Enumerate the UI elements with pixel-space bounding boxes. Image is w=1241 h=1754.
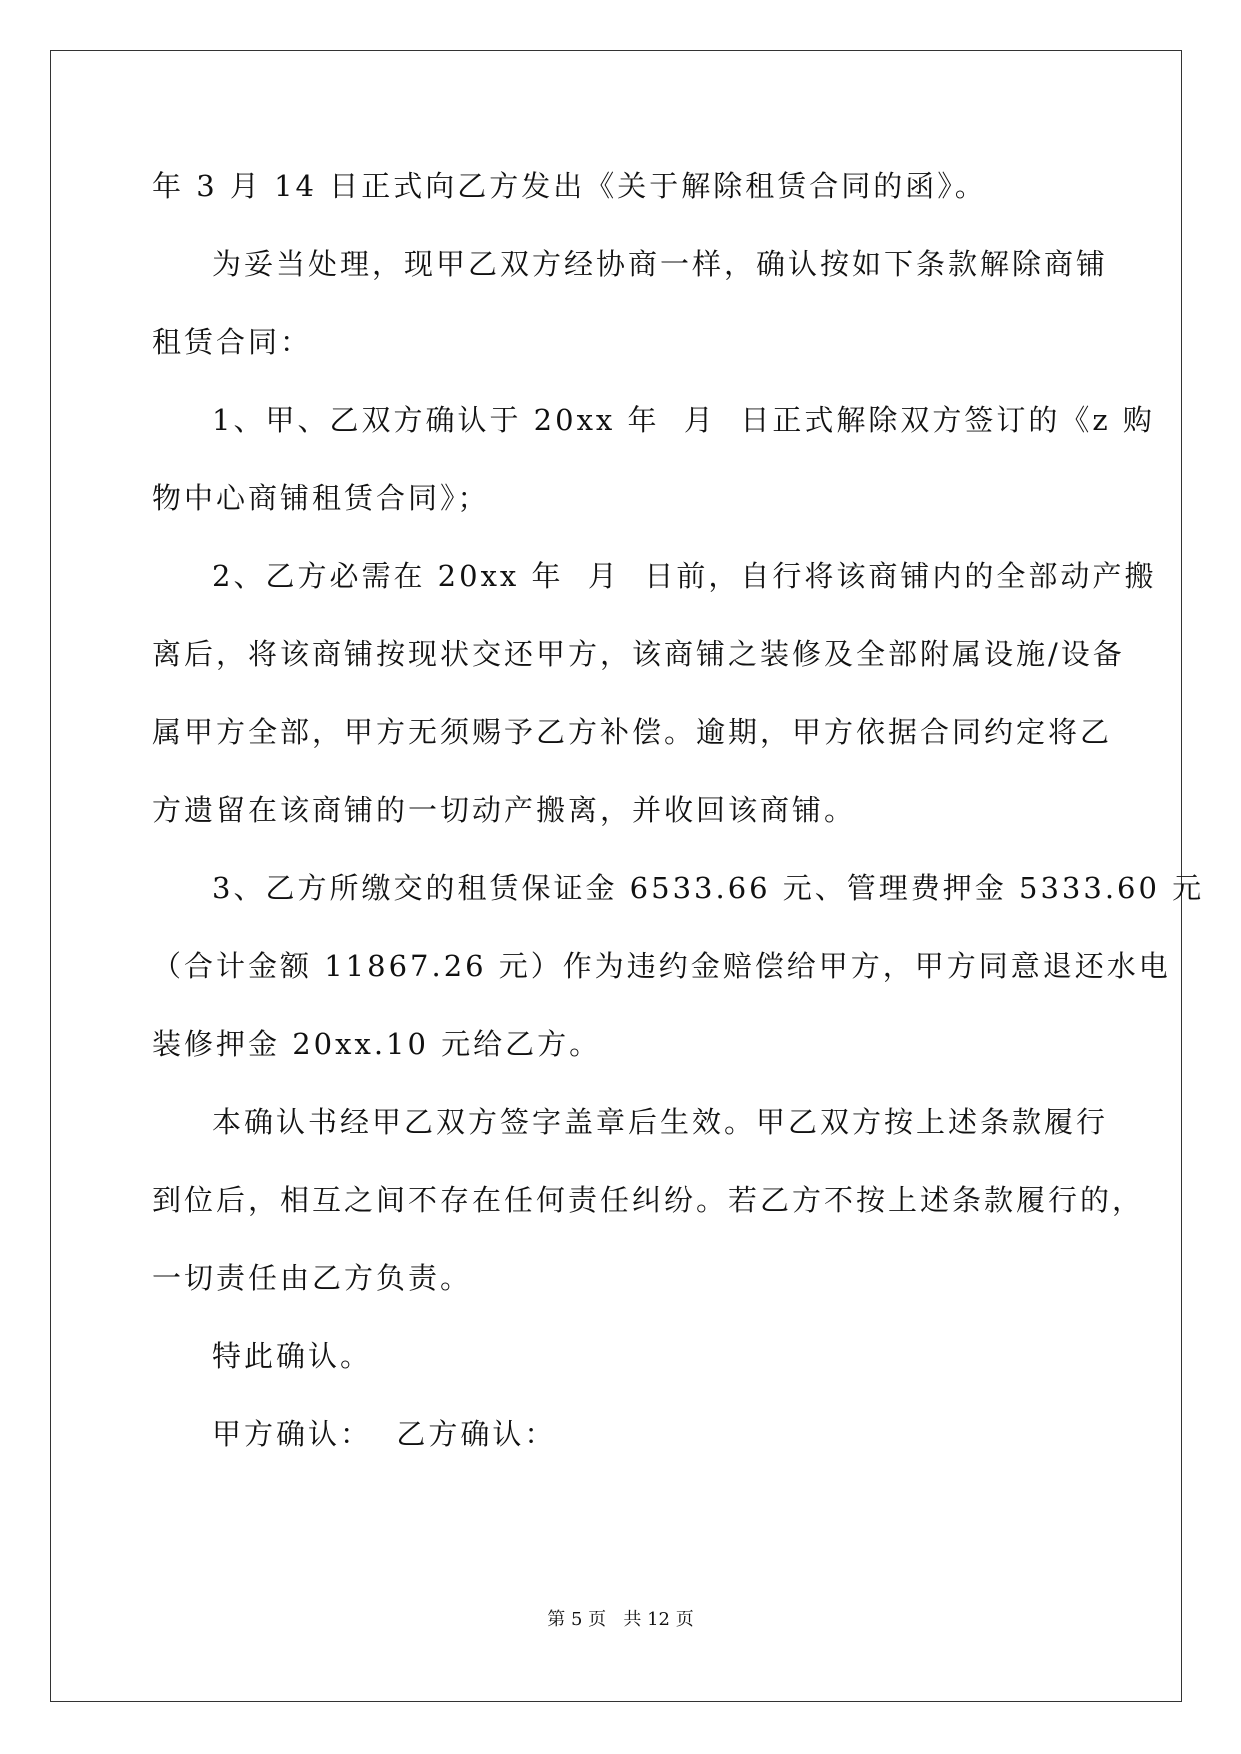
paragraph-line: 一切责任由乙方负责。 — [152, 1261, 473, 1295]
paragraph-line: 属甲方全部，甲方无须赐予乙方补偿。逾期，甲方依据合同约定将乙 — [152, 715, 1113, 749]
paragraph-line: 3、乙方所缴交的租赁保证金 6533.66 元、管理费押金 5333.60 元 — [212, 871, 1205, 905]
paragraph-line: 装修押金 20xx.10 元给乙方。 — [152, 1027, 602, 1061]
signature-line: 甲方确认： 乙方确认： — [212, 1417, 557, 1451]
paragraph-line: 租赁合同： — [152, 325, 313, 359]
paragraph-line: 物中心商铺租赁合同》； — [152, 481, 490, 515]
paragraph-line: 为妥当处理，现甲乙双方经协商一样，确认按如下条款解除商铺 — [212, 247, 1109, 281]
page-number: 第 5 页 共 12 页 — [547, 1609, 694, 1630]
paragraph-line: （合计金额 11867.26 元）作为违约金赔偿给甲方，甲方同意退还水电 — [152, 949, 1171, 983]
document-body — [152, 160, 1205, 1461]
paragraph-line: 1、甲、乙双方确认于 20xx 年 月 日正式解除双方签订的《z 购 — [212, 403, 1155, 437]
paragraph-line: 年 3 月 14 日正式向乙方发出《关于解除租赁合同的函》。 — [152, 169, 987, 203]
paragraph-line: 离后，将该商铺按现状交还甲方，该商铺之装修及全部附属设施/设备 — [152, 637, 1125, 671]
paragraph-line: 特此确认。 — [212, 1339, 373, 1373]
paragraph-line: 本确认书经甲乙双方签字盖章后生效。甲乙双方按上述条款履行 — [212, 1105, 1109, 1139]
paragraph-line: 到位后，相互之间不存在任何责任纠纷。若乙方不按上述条款履行的， — [152, 1183, 1145, 1217]
paragraph-line: 方遗留在该商铺的一切动产搬离，并收回该商铺。 — [152, 793, 857, 827]
paragraph-line: 2、乙方必需在 20xx 年 月 日前，自行将该商铺内的全部动产搬 — [212, 559, 1157, 593]
